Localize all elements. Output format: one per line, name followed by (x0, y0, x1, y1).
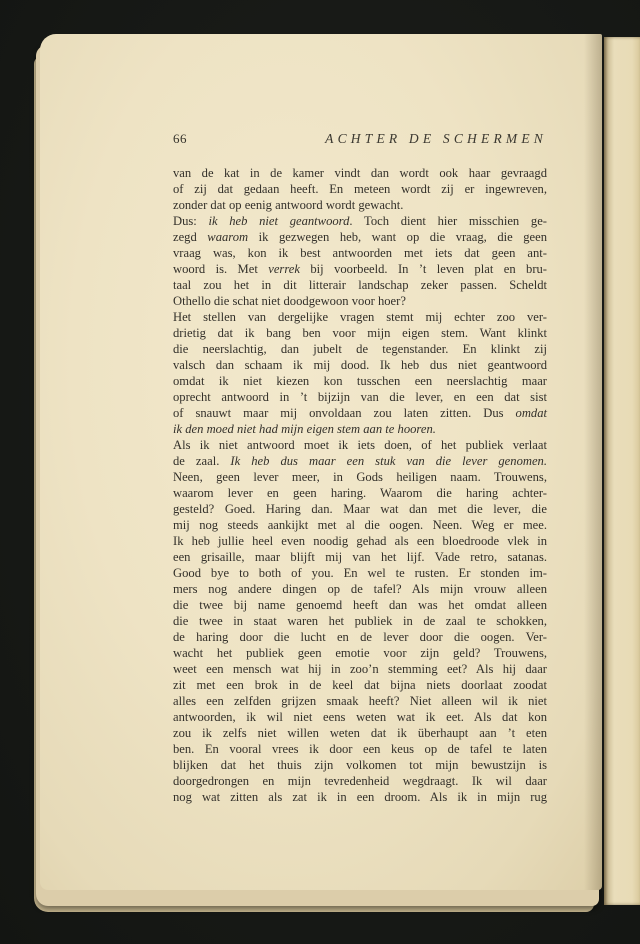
text-segment: drietig dat ik bang ben voor mijn eigen stem. Want klinkt (173, 326, 547, 340)
running-title: ACHTER DE SCHERMEN (325, 131, 547, 146)
body-text (173, 165, 547, 805)
text-segment: ben. En vooral vrees ik door een keus op de tafel te laten (173, 742, 547, 756)
text-line (173, 645, 547, 661)
text-segment: van de kat in de kamer vindt dan wordt ook haar gevraagd (173, 166, 547, 180)
text-line (173, 725, 547, 741)
text-segment: valsch dan schaam ik mij dood. Ik heb dus niet geantwoord (173, 358, 547, 372)
text-line (173, 517, 547, 533)
page-number: 66 (173, 131, 187, 146)
text-line (173, 437, 547, 453)
text-segment: zit met een brok in de keel dat bijna niets doorlaat zoodat (173, 678, 547, 692)
text-segment: de haring door die lucht en de lever door die oogen. Ver- (173, 630, 547, 644)
text-line (173, 405, 547, 421)
text-line (173, 757, 547, 773)
text-line (173, 693, 547, 709)
italic-text-segment: waarom (207, 230, 249, 244)
text-segment: weet een mensch wat hij in zoo’n stemming eet? Als hij daar (173, 662, 547, 676)
text-segment: Dus: (173, 214, 209, 228)
text-line (173, 213, 547, 229)
text-segment: Othello die schat niet doodgewoon voor hoer? (173, 294, 406, 308)
text-segment: Good bye to both of you. En wel te rusten. Er stonden im- (173, 566, 547, 580)
text-line (173, 565, 547, 581)
text-segment: antwoorden, ik wil niet eens weten wat ik eet. Als dat kon (173, 710, 547, 724)
text-segment: of snauwt maar mij onvoldaan zou laten zitten. Dus (173, 406, 516, 420)
text-line (173, 661, 547, 677)
text-segment: zou ik zelfs niet willen weten dat ik überhaupt aan ’t eten (173, 726, 547, 740)
text-segment: omdat ik niet kiezen kon tusschen een neerslachtig maar (173, 374, 547, 388)
text-segment: oprecht antwoord in ’t bijzijn van die lever, en een dat sist (173, 390, 547, 404)
text-segment: Als ik niet antwoord moet ik iets doen, of het publiek verlaat (173, 438, 547, 452)
text-line (173, 469, 547, 485)
text-segment: woord is. Met (173, 262, 269, 276)
text-segment: wacht het publiek geen emotie voor zijn geld? Trouwens, (173, 646, 547, 660)
text-line (173, 581, 547, 597)
text-line (173, 181, 547, 197)
text-line (173, 325, 547, 341)
text-segment: zegd (173, 230, 208, 244)
text-line (173, 261, 547, 277)
text-line (173, 373, 547, 389)
text-line (173, 309, 547, 325)
page-content (173, 131, 547, 805)
text-line (173, 165, 547, 181)
text-line (173, 629, 547, 645)
book-page (40, 34, 602, 890)
text-segment: taal zou het in dit litterair landschap zeker passen. Scheldt (173, 278, 547, 292)
text-segment: mers nog andere dingen op de tafel? Als mijn vrouw alleen (173, 582, 547, 596)
text-segment: die twee bij name genoemd heeft dan was het omdat alleen (173, 598, 547, 612)
text-line (173, 197, 547, 213)
text-line (173, 677, 547, 693)
page-header (173, 131, 547, 149)
text-segment: vraag was, kon ik best antwoorden met iets dat geen ant- (173, 246, 547, 260)
text-line (173, 773, 547, 789)
text-segment: doorgedrongen en mijn tevredenheid wegdraagt. Ik wil daar (173, 774, 547, 788)
text-segment: blijken dat het thuis zijn volkomen tot mijn bewustzijn is (173, 758, 547, 772)
text-segment: die neerslachtig, dan jubelt de tegenstander. En klinkt zij (173, 342, 547, 356)
italic-text-segment: ik heb niet geantwoord (208, 214, 350, 228)
text-segment: Het stellen van dergelijke vragen stemt mij echter zoo ver- (173, 310, 547, 324)
text-line (173, 357, 547, 373)
text-line (173, 293, 547, 309)
text-line (173, 229, 547, 245)
text-segment: een grisaille, maar blijft mij van het lijf. Vade retro, satanas. (173, 550, 547, 564)
gutter-shadow (584, 34, 602, 890)
text-segment: alles een zelfden grijzen smaak heeft? Niet alleen wil ik niet (173, 694, 547, 708)
italic-text-segment: omdat (515, 406, 547, 420)
italic-text-segment: verrek (268, 262, 300, 276)
text-line (173, 613, 547, 629)
text-segment: waarom lever en geen haring. Waarom die haring achter- (173, 486, 547, 500)
text-segment: de zaal. (173, 454, 231, 468)
text-segment: ik gezwegen heb, want op die vraag, die geen (248, 230, 547, 244)
text-segment: Ik heb jullie heel even noodig gehad als een bloedroode vlek in (173, 534, 547, 548)
text-segment: zonder dat op eenig antwoord wordt gewacht. (173, 198, 404, 212)
text-segment: nog wat zitten als zat ik in een droom. Als ik in mijn rug (173, 790, 547, 804)
text-segment: Neen, geen lever meer, in Gods heiligen naam. Trouwens, (173, 470, 547, 484)
facing-page-edge (604, 37, 640, 905)
text-segment: of zij dat gedaan heeft. En meteen wordt zij er ingewreven, (173, 182, 547, 196)
text-line (173, 245, 547, 261)
text-segment: . Toch dient hier misschien ge- (349, 214, 547, 228)
text-line (173, 389, 547, 405)
text-segment: gesteld? Goed. Haring dan. Maar wat dan met die lever, die (173, 502, 547, 516)
italic-text-segment: Ik heb dus maar een stuk van die lever genomen. (230, 454, 547, 468)
text-line (173, 453, 547, 469)
text-line (173, 789, 547, 805)
text-line (173, 277, 547, 293)
text-line (173, 485, 547, 501)
text-segment: mij nog steeds aankijkt met al die oogen. Neen. Weg er mee. (173, 518, 547, 532)
text-line (173, 341, 547, 357)
text-segment: bij voorbeeld. In ’t leven plat en bru- (299, 262, 548, 276)
text-line (173, 741, 547, 757)
text-line (173, 501, 547, 517)
text-line (173, 421, 547, 437)
text-line (173, 597, 547, 613)
text-segment: die twee in staat waren het publiek in de zaal te schokken, (173, 614, 547, 628)
text-line (173, 533, 547, 549)
italic-text-segment: ik den moed niet had mijn eigen stem aan te hooren. (173, 422, 436, 436)
text-line (173, 549, 547, 565)
text-line (173, 709, 547, 725)
